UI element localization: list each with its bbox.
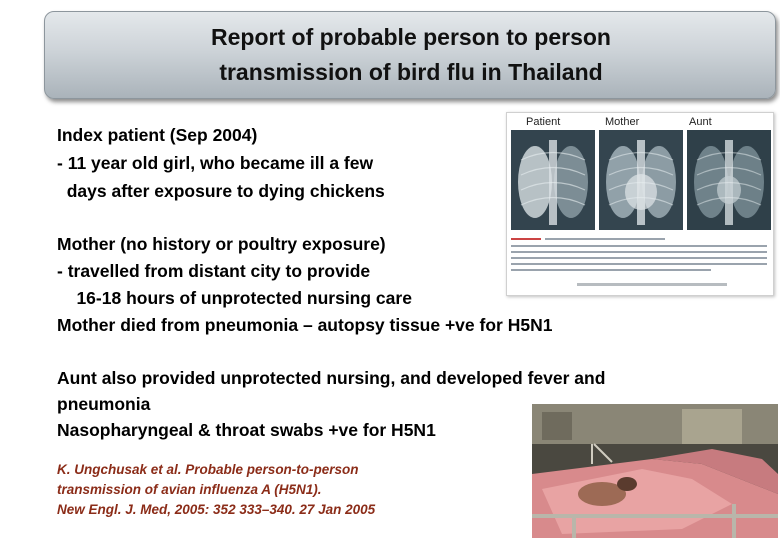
xray-image-patient xyxy=(511,130,595,230)
mother-heading: Mother (no history or poultry exposure) xyxy=(57,234,386,254)
index-patient-line-1: - 11 year old girl, who became ill a few xyxy=(57,153,374,173)
mother-line-1: - travelled from distant city to provide xyxy=(57,261,371,281)
xray-caption-block xyxy=(509,234,771,279)
index-patient-line-2: days after exposure to dying chickens xyxy=(57,181,385,201)
mother-line-3: Mother died from pneumonia – autopsy tissue +ve for H5N1 xyxy=(57,315,553,335)
xray-image-mother xyxy=(599,130,683,230)
index-patient-heading: Index patient (Sep 2004) xyxy=(57,125,258,145)
aunt-line-2: pneumonia xyxy=(57,394,151,414)
xray-page-footer xyxy=(577,283,727,286)
xray-image-aunt xyxy=(687,130,771,230)
aunt-line-3: Nasopharyngeal & throat swabs +ve for H5N1 xyxy=(57,420,436,440)
title-line-2: transmission of bird flu in Thailand xyxy=(219,59,603,85)
reference-line-2: transmission of avian influenza A (H5N1). xyxy=(57,482,322,497)
reference-line-1: K. Ungchusak et al. Probable person-to-person xyxy=(57,462,359,477)
reference-line-3: New Engl. J. Med, 2005: 352 333–340. 27 Jan 2005 xyxy=(57,502,376,517)
chest-xray-figure xyxy=(506,112,774,296)
aunt-line-1: Aunt also provided unprotected nursing, and developed fever and xyxy=(57,368,606,388)
title-banner xyxy=(44,11,776,99)
xray-label-mother: Mother xyxy=(605,116,640,128)
hospital-ward-photo xyxy=(532,404,778,538)
xray-label-aunt: Aunt xyxy=(689,116,712,128)
xray-label-patient: Patient xyxy=(526,116,561,128)
mother-line-2: 16-18 hours of unprotected nursing care xyxy=(57,288,412,308)
title-line-1: Report of probable person to person xyxy=(211,24,611,50)
